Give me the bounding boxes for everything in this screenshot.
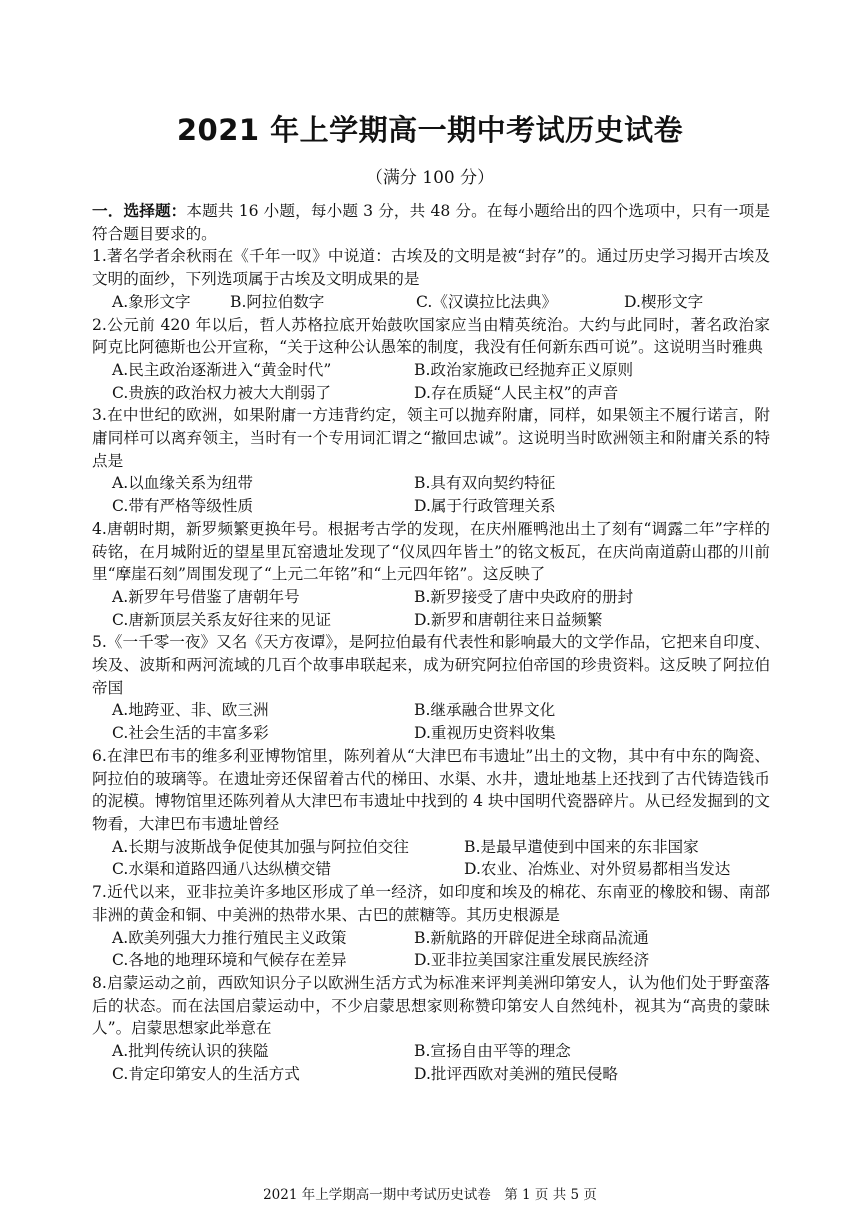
question-options	[92, 836, 770, 881]
option-c: C.贵族的政治权力被大大削弱了	[112, 383, 332, 402]
option-c: C.水渠和道路四通八达纵横交错	[112, 860, 332, 879]
option-b: B.继承融合世界文化	[414, 701, 556, 720]
option-b: B.宣扬自由平等的理念	[414, 1042, 571, 1061]
question-stem: 3.在中世纪的欧洲，如果附庸一方违背约定，领主可以抛弃附庸，同样，如果领主不履行诺言，附庸同样可以离弃领主，当时有一个专用词汇谓之“撤回忠诚”。这说明当时欧洲领主和附庸关系的特点是	[92, 406, 770, 470]
question-stem: 6.在津巴布韦的维多利亚博物馆里，陈列着从“大津巴布韦遗址”出土的文物，其中有中东的陶瓷、阿拉伯的玻璃等。在遗址旁还保留着古代的梯田、水渠、水井，遗址地基上还找到了古代铸造钱币的泥模。博物馆里还陈列着从大津巴布韦遗址中找到的 4 块中国明代瓷器碎片。从已经发掘到的文物看，大津巴布韦遗址曾经	[92, 746, 770, 833]
option-b: B.具有双向契约特征	[414, 474, 556, 493]
option-a: A.以血缘关系为纽带	[112, 474, 253, 493]
option-a: A.象形文字	[112, 292, 191, 311]
section-instructions: 本题共 16 小题，每小题 3 分，共 48 分。在每小题给出的四个选项中，只有一项是符合题目要求的。	[92, 202, 770, 243]
question-options	[92, 291, 770, 314]
option-d: D.重视历史资料收集	[414, 724, 556, 743]
page-footer: 2021 年上学期高一期中考试历史试卷 第 1 页 共 5 页	[263, 1187, 597, 1203]
question-stem: 8.启蒙运动之前，西欧知识分子以欧洲生活方式为标准来评判美洲印第安人，认为他们处于野蛮落后的状态。而在法国启蒙运动中，不少启蒙思想家则称赞印第安人自然纯朴，视其为“高贵的蒙昧人”。启蒙思想家此举意在	[92, 973, 770, 1038]
section-header	[92, 200, 770, 245]
exam-title: 2021 年上学期高一期中考试历史试卷	[176, 113, 684, 147]
option-d: D.农业、冶炼业、对外贸易都相当发达	[464, 860, 731, 879]
option-c: C.唐新顶层关系友好往来的见证	[112, 610, 332, 629]
option-b: B.阿拉伯数字	[230, 292, 325, 311]
question-options	[92, 1040, 770, 1085]
option-a: A.地跨亚、非、欧三洲	[112, 701, 269, 720]
question-stem: 7.近代以来，亚非拉美许多地区形成了单一经济，如印度和埃及的棉花、东南亚的橡胶和锡、南部非洲的黄金和铜、中美洲的热带水果、古巴的蔗糖等。其历史根源是	[92, 883, 770, 924]
question-options	[92, 927, 770, 972]
option-b: B.新罗接受了唐中央政府的册封	[414, 587, 634, 606]
option-d: D.属于行政管理关系	[414, 497, 556, 516]
option-a: A.长期与波斯战争促使其加强与阿拉伯交往	[112, 837, 409, 856]
question-stem: 4.唐朝时期，新罗频繁更换年号。根据考古学的发现，在庆州雁鸭池出土了刻有“调露二年”字样的砖铭，在月城附近的望星里瓦窑遗址发现了“仪凤四年皆土”的铭文板瓦，在庆尚南道蔚山郡的川前里“摩崖石刻”周围发现了“上元二年铭”和“上元四年铭”。这反映了	[92, 519, 770, 584]
option-a: A.民主政治逐渐进入“黄金时代”	[112, 360, 332, 379]
option-c: C.社会生活的丰富多彩	[112, 724, 269, 743]
option-c: C.肯定印第安人的生活方式	[112, 1064, 300, 1083]
question-options	[92, 586, 770, 631]
question-options	[92, 359, 770, 404]
option-a: A.批判传统认识的狭隘	[112, 1042, 269, 1061]
option-d: D.新罗和唐朝往来日益频繁	[414, 610, 603, 629]
exam-content	[92, 200, 770, 1085]
option-b: B.是最早遣使到中国来的东非国家	[464, 837, 699, 856]
question-stem: 2.公元前 420 年以后，哲人苏格拉底开始鼓吹国家应当由精英统治。大约与此同时，著名政治家阿克比阿德斯也公开宣称，“关于这种公认愚笨的制度，我没有任何新东西可说”。这说明当时雅典	[92, 315, 770, 357]
option-d: D.楔形文字	[624, 292, 704, 311]
option-a: A.新罗年号借鉴了唐朝年号	[112, 587, 300, 606]
question-options	[92, 699, 770, 744]
option-d: D.批评西欧对美洲的殖民侵略	[414, 1064, 619, 1083]
question-stem: 1.著名学者余秋雨在《千年一叹》中说道：古埃及的文明是被“封存”的。通过历史学习揭开古埃及文明的面纱，下列选项属于古埃及文明成果的是	[92, 247, 770, 289]
question-stem: 5.《一千零一夜》又名《天方夜谭》，是阿拉伯最有代表性和影响最大的文学作品，它把来自印度、埃及、波斯和两河流域的几百个故事串联起来，成为研究阿拉伯帝国的珍贵资料。这反映了阿拉伯帝国	[92, 633, 770, 697]
option-d: D.存在质疑“人民主权”的声音	[414, 383, 619, 402]
option-c: C.《汉谟拉比法典》	[416, 292, 558, 311]
exam-subtitle: （满分 100 分）	[365, 168, 495, 188]
option-b: B.新航路的开辟促进全球商品流通	[414, 928, 649, 947]
question-options	[92, 472, 770, 517]
option-c: C.带有严格等级性质	[112, 497, 254, 516]
option-d: D.亚非拉美国家注重发展民族经济	[414, 951, 650, 970]
option-a: A.欧美列强大力推行殖民主义政策	[112, 928, 347, 947]
option-b: B.政治家施政已经抛弃正义原则	[414, 360, 634, 379]
option-c: C.各地的地理环境和气候存在差异	[112, 951, 347, 970]
section-heading: 一．选择题：	[92, 201, 187, 220]
